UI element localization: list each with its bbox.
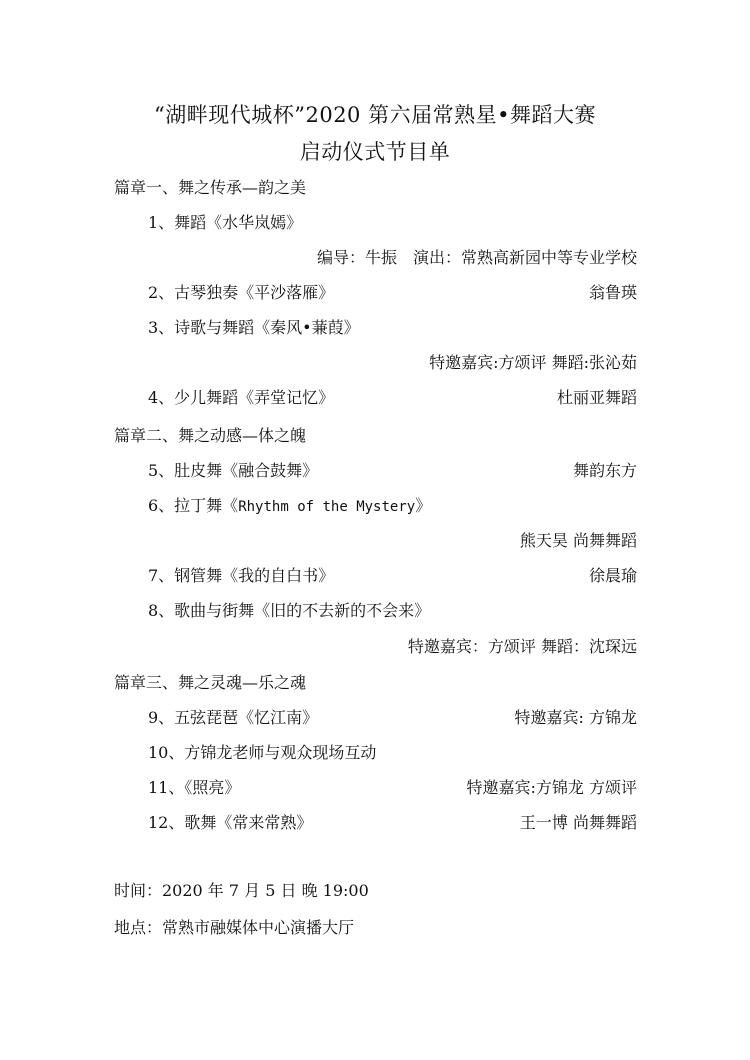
page-subtitle: 启动仪式节目单 [299,140,451,164]
program-item: 1、舞蹈《水华岚嫣》 [148,213,303,232]
program-credit: 杜丽亚舞蹈 [556,388,637,407]
program-item: 3、诗歌与舞蹈《秦风•蒹葭》 [148,318,360,337]
program-item: 7、钢管舞《我的自白书》 [148,566,335,585]
chapter-title: 篇章二、舞之动感—体之魄 [114,426,307,445]
event-time: 时间：2020 年 7 月 5 日 晚 19:00 [114,881,369,900]
chapter-title: 篇章一、舞之传承—韵之美 [114,178,307,197]
event-place: 地点：常熟市融媒体中心演播大厅 [114,918,355,937]
program-item: 8、歌曲与街舞《旧的不去新的不会来》 [148,601,431,620]
program-credit: 舞韵东方 [572,461,637,480]
program-item: 10、方锦龙老师与观众现场互动 [148,743,377,762]
program-item: 2、古琴独奏《平沙落雁》 [148,283,335,302]
program-credit: 编导：牛振 演出：常熟高新园中等专业学校 [316,248,637,267]
program-credit: 特邀嘉宾：方颂评 舞蹈：沈琛远 [407,637,637,656]
program-credit: 徐晨瑜 [588,566,637,585]
page-title: “湖畔现代城杯”2020 第六届常熟星•舞蹈大赛 [154,103,596,127]
program-credit: 翁鲁瑛 [588,283,637,302]
program-item: 4、少儿舞蹈《弄堂记忆》 [148,388,335,407]
program-item-suffix: 》 [415,496,432,515]
program-credit: 王一博 尚舞舞蹈 [519,813,637,832]
program-item: 12、歌舞《常来常熟》 [148,813,313,832]
program-item-latin-title: Rhythm of the Mystery [238,499,416,515]
program-credit: 熊天昊 尚舞舞蹈 [519,531,637,550]
program-credit: 特邀嘉宾:方颂评 舞蹈:张沁茹 [429,353,637,372]
program-item: 5、肚皮舞《融合鼓舞》 [148,461,319,480]
program-credit: 特邀嘉宾: 方锦龙 [514,708,637,727]
program-item: 9、五弦琵琶《忆江南》 [148,708,319,727]
program-item: 11、《照亮》 [148,778,241,797]
chapter-title: 篇章三、舞之灵魂—乐之魂 [114,673,307,692]
program-item [148,494,431,519]
program-item-prefix: 6、拉丁舞《 [148,496,239,515]
program-credit: 特邀嘉宾:方锦龙 方颂评 [466,778,637,797]
